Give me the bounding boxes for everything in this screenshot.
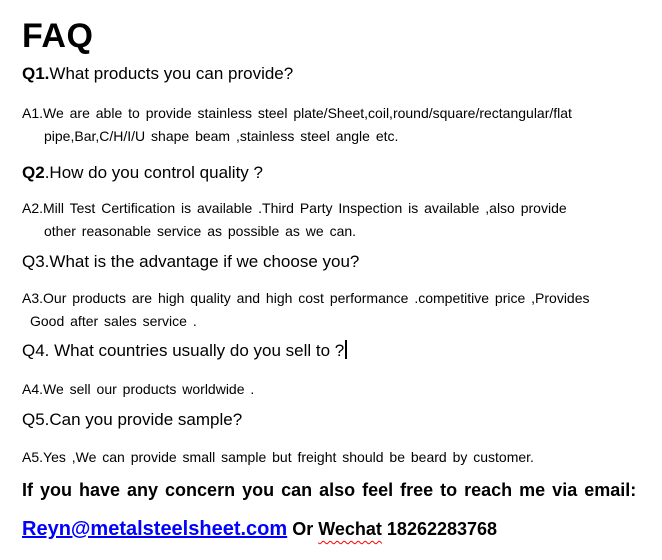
question-q1-text: What products you can provide? bbox=[49, 64, 294, 83]
wechat-label: Wechat bbox=[318, 519, 382, 539]
contact-line bbox=[22, 518, 497, 541]
answer-a1-line1: A1.We are able to provide stainless steel plate/Sheet,coil,round/square/rectangular/flat bbox=[22, 105, 572, 121]
question-q5 bbox=[22, 408, 242, 432]
question-q2 bbox=[22, 161, 263, 185]
email-link[interactable]: Reyn@metalsteelsheet.com bbox=[22, 518, 288, 540]
contact-note: If you have any concern you can also feel free to reach me via email: bbox=[22, 480, 637, 500]
question-q5-text: Q5.Can you provide sample? bbox=[22, 410, 243, 429]
page-title: FAQ bbox=[22, 17, 94, 55]
question-q3-text: Q3.What is the advantage if we choose you? bbox=[22, 252, 360, 271]
answer-a2 bbox=[22, 197, 567, 243]
answer-a3-line2: Good after sales service . bbox=[30, 313, 197, 329]
question-q2-number: Q2 bbox=[22, 163, 45, 182]
answer-a3 bbox=[22, 287, 590, 333]
answer-a5 bbox=[22, 446, 534, 469]
answer-a2-line2: other reasonable service as possible as we can. bbox=[44, 223, 357, 239]
answer-a1-line2: pipe,Bar,C/H/I/U shape beam ,stainless steel angle etc. bbox=[44, 128, 399, 144]
answer-a4 bbox=[22, 378, 254, 401]
text-caret bbox=[345, 340, 347, 359]
question-q4-text: Q4. What countries usually do you sell to ? bbox=[22, 341, 345, 360]
answer-a2-line1: A2.Mill Test Certification is available .Third Party Inspection is available ,also provide bbox=[22, 200, 567, 216]
answer-a3-line1: A3.Our products are high quality and high cost performance .competitive price ,Provides bbox=[22, 290, 590, 306]
question-q1 bbox=[22, 62, 293, 86]
answer-a1 bbox=[22, 102, 572, 148]
question-q2-text: .How do you control quality ? bbox=[44, 163, 263, 182]
wechat-number: 18262283768 bbox=[386, 519, 498, 539]
question-q3 bbox=[22, 250, 359, 274]
answer-a4-line1: A4.We sell our products worldwide . bbox=[22, 381, 255, 397]
question-q4[interactable] bbox=[22, 339, 347, 363]
question-q1-number: Q1. bbox=[22, 64, 50, 83]
answer-a5-line1: A5.Yes ,We can provide small sample but freight should be beard by customer. bbox=[22, 449, 534, 465]
contact-or-text: Or bbox=[292, 519, 314, 539]
